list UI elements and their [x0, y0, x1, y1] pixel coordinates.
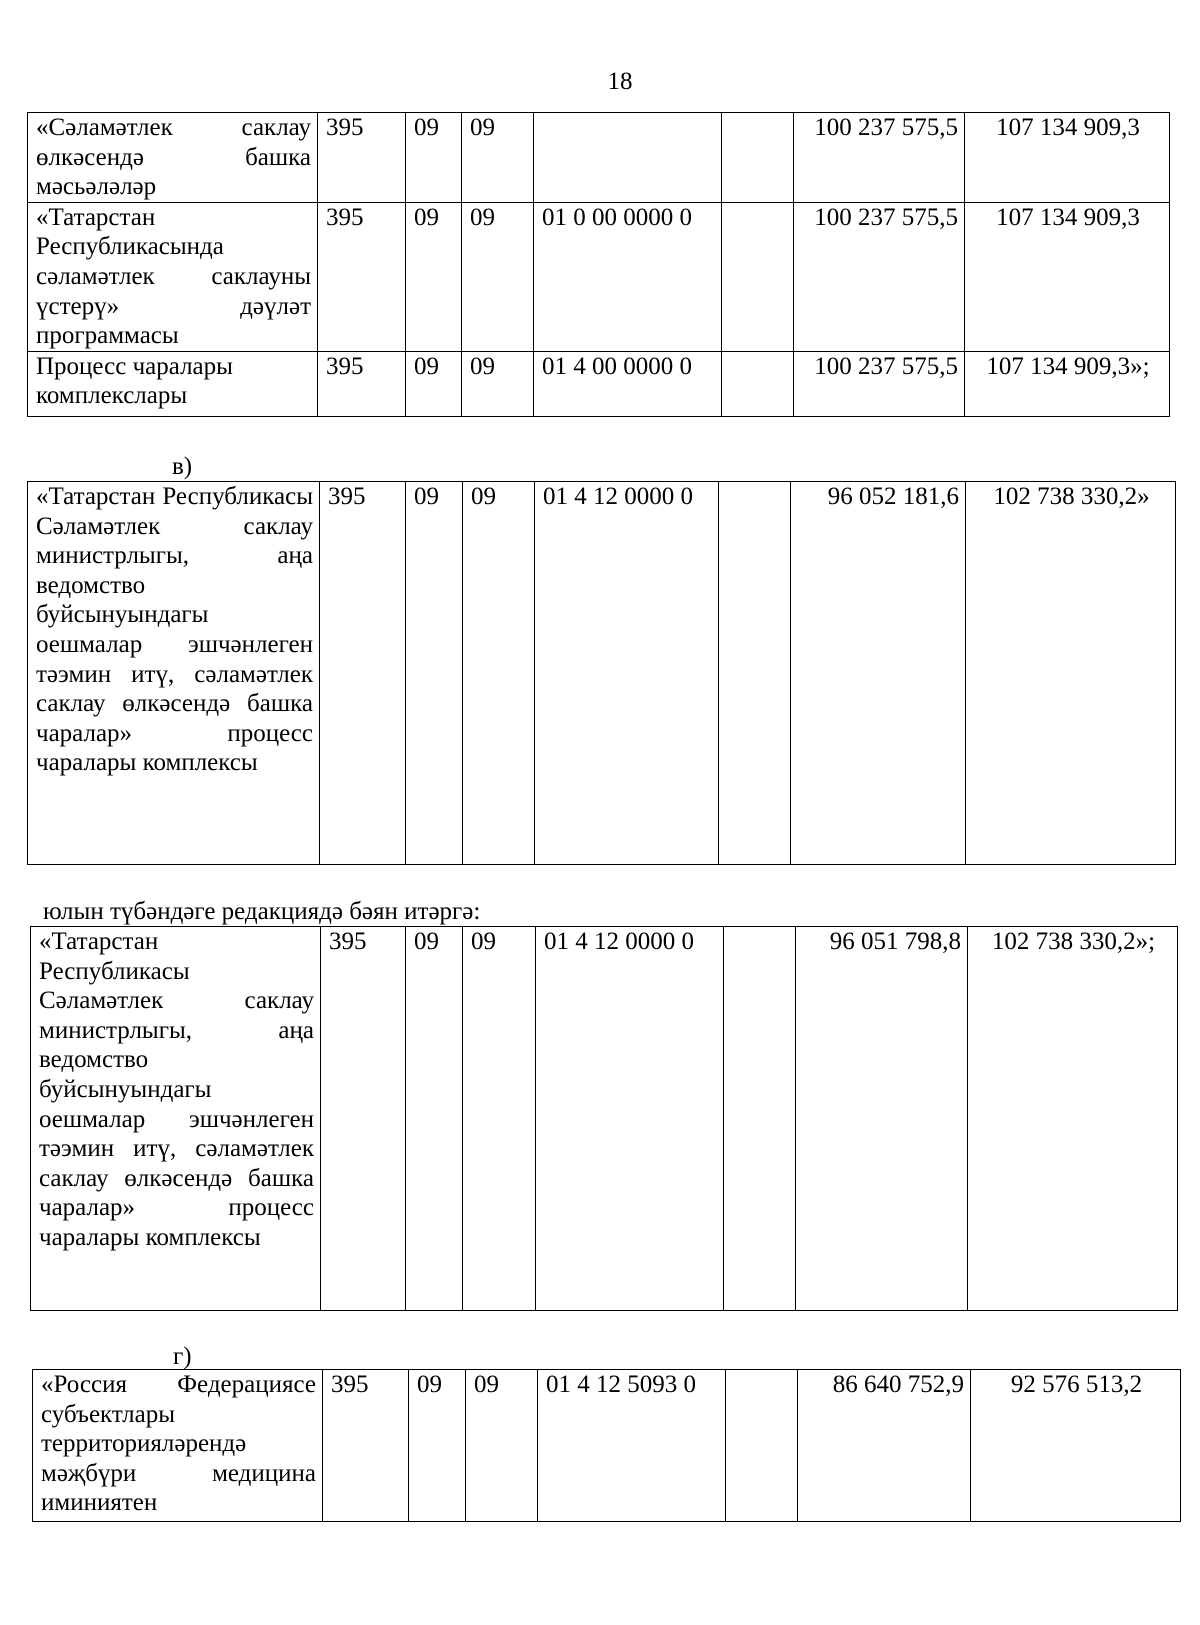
- ministry-code: 395: [318, 113, 406, 203]
- expense-type: [726, 1370, 798, 1522]
- ministry-code: 395: [323, 1370, 409, 1522]
- section-code: 09: [406, 482, 463, 865]
- expense-type: [724, 927, 796, 1311]
- budget-table-4: [32, 1369, 1181, 1522]
- amount-1: 100 237 575,5: [794, 113, 965, 203]
- ministry-code: 395: [318, 202, 406, 351]
- amount-2: 107 134 909,3»;: [965, 351, 1170, 416]
- page-number: 18: [607, 68, 633, 95]
- table-row: [28, 351, 1170, 416]
- amount-1: 96 052 181,6: [791, 482, 966, 865]
- amount-2: 102 738 330,2»: [966, 482, 1176, 865]
- target-code: 01 0 00 0000 0: [534, 202, 722, 351]
- ministry-code: 395: [321, 927, 406, 1311]
- instruction-text: юлын түбәндәге редакциядә бәян итәргә:: [43, 898, 481, 925]
- table-row: [28, 482, 1176, 865]
- expense-type: [722, 113, 794, 203]
- target-code: 01 4 12 5093 0: [538, 1370, 726, 1522]
- subsection-code: 09: [466, 1370, 538, 1522]
- amount-1: 100 237 575,5: [794, 351, 965, 416]
- section-code: 09: [406, 202, 462, 351]
- expense-type: [722, 202, 794, 351]
- row-name: «Татарстан Республикасында сәламәтлек саклауны үстерү» дәүләт программасы: [28, 202, 318, 351]
- target-code: 01 4 12 0000 0: [535, 482, 719, 865]
- expense-type: [719, 482, 791, 865]
- subsection-code: 09: [463, 927, 536, 1311]
- item-label-v: в): [172, 453, 193, 480]
- row-name: «Сәламәтлек саклау өлкәсендә башка мәсьәләләр: [28, 113, 318, 203]
- subsection-code: 09: [462, 351, 534, 416]
- budget-table-2: [27, 481, 1176, 865]
- amount-1: 100 237 575,5: [794, 202, 965, 351]
- item-label-g: г): [173, 1343, 192, 1370]
- budget-table-3: [30, 926, 1178, 1311]
- amount-2: 92 576 513,2: [971, 1370, 1181, 1522]
- subsection-code: 09: [462, 113, 534, 203]
- row-name: Процесс чаралары комплекслары: [28, 351, 318, 416]
- table-row: [28, 202, 1170, 351]
- amount-1: 96 051 798,8: [796, 927, 968, 1311]
- table-row: [28, 113, 1170, 203]
- budget-table-1: [27, 112, 1170, 417]
- section-code: 09: [409, 1370, 466, 1522]
- table-row: [31, 927, 1178, 1311]
- amount-2: 107 134 909,3: [965, 113, 1170, 203]
- row-name: «Татарстан Республикасы Сәламәтлек саклау министрлыгы, аңа ведомство буйсынуындагы оешмалар эшчәнлеген тәэмин итү, сәламәтлек саклау өлкәсендә башка чаралар» процесс чаралары комплексы: [31, 927, 321, 1311]
- section-code: 09: [406, 927, 463, 1311]
- row-name: «Татарстан Республикасы Сәламәтлек саклау министрлыгы, аңа ведомство буйсынуындагы оешмалар эшчәнлеген тәэмин итү, сәламәтлек саклау өлкәсендә башка чаралар» процесс чаралары комплексы: [28, 482, 320, 865]
- ministry-code: 395: [320, 482, 406, 865]
- table-row: [33, 1370, 1181, 1522]
- target-code: 01 4 12 0000 0: [536, 927, 724, 1311]
- expense-type: [722, 351, 794, 416]
- amount-2: 107 134 909,3: [965, 202, 1170, 351]
- target-code: [534, 113, 722, 203]
- amount-1: 86 640 752,9: [798, 1370, 971, 1522]
- amount-2: 102 738 330,2»;: [968, 927, 1178, 1311]
- ministry-code: 395: [318, 351, 406, 416]
- target-code: 01 4 00 0000 0: [534, 351, 722, 416]
- row-name: «Россия Федерациясе субъектлары территорияләрендә мәҗбүри медицина иминиятен: [33, 1370, 323, 1522]
- section-code: 09: [406, 351, 462, 416]
- subsection-code: 09: [463, 482, 535, 865]
- subsection-code: 09: [462, 202, 534, 351]
- section-code: 09: [406, 113, 462, 203]
